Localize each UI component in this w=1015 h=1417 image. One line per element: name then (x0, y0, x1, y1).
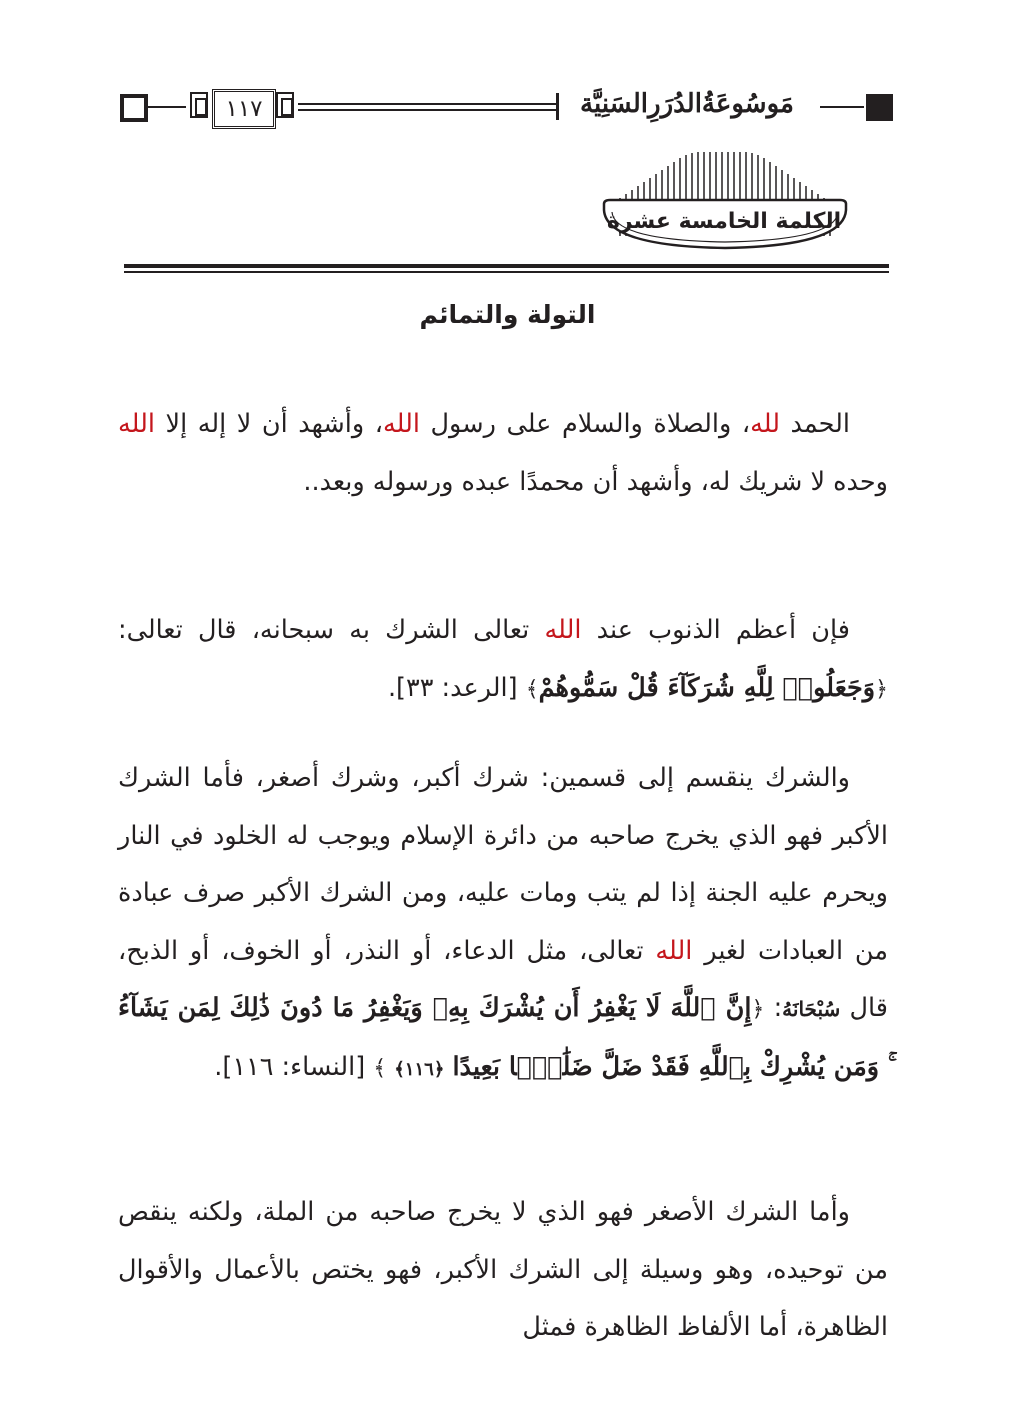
header-rule-bottom (298, 109, 556, 111)
header-knot-left (190, 92, 208, 118)
p1-text-3: ، وأشهد أن لا إله إلا (154, 409, 383, 439)
p3-text-2: تعالى، مثل الدعاء، أو النذر، أو الخوف، أو الذبح، قال (118, 935, 888, 1023)
page-number-box (212, 89, 276, 129)
ayah-number-marker: ﴿١١٦﴾ (394, 1058, 445, 1080)
verse-reference-1: [الرعد: ٣٣]. (387, 672, 526, 703)
header-rule-end (556, 93, 559, 120)
p3-text-3: : (764, 993, 783, 1023)
chapter-title: الكلمة الخامسة عشرة (606, 208, 842, 234)
p2-text-1: فإن أعظم الذنوب عند (581, 615, 850, 645)
verse-close-ornament: ﴾ (525, 676, 539, 702)
header-left-rule (148, 106, 186, 108)
header-divider-thin (124, 271, 889, 273)
p3-allah-1: الله (655, 935, 693, 966)
paragraph-3 (118, 750, 888, 1098)
p3-text-1: والشرك ينقسم إلى قسمين: شرك أكبر، وشرك أصغر، فأما الشرك الأكبر فهو الذي يخرج صاحبه من دائرة الإسلام ويوجب له الخلود في النار ويحرم عليه الجنة إذا لم يتب ومات عليه، ومن الشرك الأكبر صرف عبادة من العبادات لغير (118, 763, 888, 966)
paragraph-2 (118, 602, 888, 718)
p2-allah-1: الله (544, 615, 582, 645)
header-knot-right (276, 92, 294, 118)
subhanahu-glyph: سُبْحَانَهُ (782, 997, 841, 1021)
p2-text-2: تعالى الشرك به سبحانه، قال تعالى: (118, 615, 545, 645)
p1-text-1: الحمد (779, 409, 850, 439)
verse-open-ornament: ﴿ (875, 676, 888, 702)
section-title: التولة والتمائم (419, 300, 596, 329)
header-rule-top (298, 103, 556, 105)
p1-text-4: وحده لا شريك له، وأشهد أن محمدًا عبده ورسوله وبعد.. (303, 466, 888, 497)
series-title: مَوسُوعَةُالدُرَرِالسَنِيَّة (580, 89, 794, 119)
verse-open-ornament-2: ﴿ (751, 997, 765, 1022)
paragraph-1 (118, 396, 888, 511)
verse-reference-2: [النساء: ١١٦]. (214, 1051, 374, 1082)
p1-text-2: ، والصلاة والسلام على رسول (419, 409, 751, 439)
header-divider-thick (124, 264, 889, 268)
header-right-rule (820, 106, 864, 108)
p1-allah-3: الله (118, 409, 155, 439)
paragraph-4 (118, 1184, 888, 1357)
quran-verse-1: وَجَعَلُوا۟ لِلَّهِ شُرَكَآءَ قُلْ سَمُّوهُمْ (538, 672, 876, 703)
p4-text-1: وأما الشرك الأصغر فهو الذي لا يخرج صاحبه من الملة، ولكنه ينقص من توحيده، وهو وسيلة إلى الشرك الأكبر، فهو يختص بالأعمال والأقوال الظاهرة، أما الألفاظ الظاهرة فمثل (118, 1197, 888, 1342)
header-right-square (866, 94, 893, 121)
page-number: ١١٧ (225, 96, 263, 122)
verse-close-ornament-2: ﴾ (373, 1055, 387, 1081)
quran-verse-2: إِنَّ ٱللَّهَ لَا يَغْفِرُ أَن يُشْرَكَ بِهِۦ وَيَغْفِرُ مَا دُونَ ذَٰلِكَ لِمَن يَشَآءُ ۚ وَمَن يُشْرِكْ بِٱللَّهِ فَقَدْ ضَلَّ ضَلَٰلًۢا بَعِيدًا (118, 993, 888, 1082)
p1-allah-1: لله (750, 409, 780, 439)
p1-allah-2: الله (383, 409, 420, 439)
header-left-square (120, 94, 148, 122)
